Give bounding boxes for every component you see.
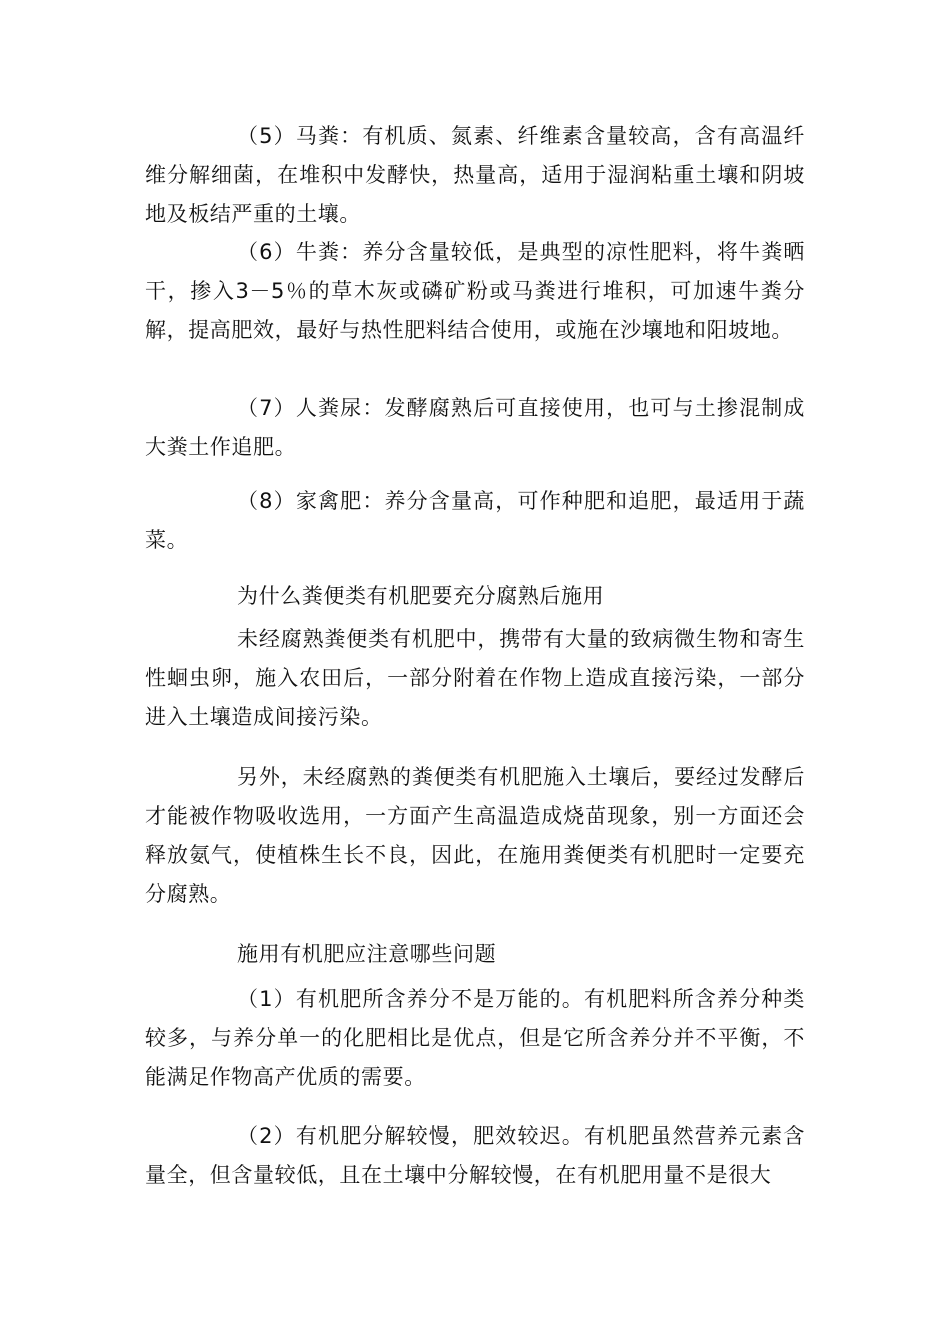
section-heading-precautions: 施用有机肥应注意哪些问题 — [237, 942, 497, 966]
section-heading-decomposition: 为什么粪便类有机肥要充分腐熟后施用 — [237, 584, 605, 608]
paragraph-undecomposed-risk: 未经腐熟粪便类有机肥中，携带有大量的致病微生物和寄生性蛔虫卵，施入农田后，一部分附着在作物上造成直接污染，一部分进入土壤造成间接污染。 — [145, 627, 805, 729]
paragraph-poultry-manure: （8）家禽肥：养分含量高，可作种肥和追肥，最适用于蔬菜。 — [145, 489, 805, 552]
paragraph-horse-manure: （5）马粪：有机质、氮素、纤维素含量较高，含有高温纤维分解细菌，在堆积中发酵快，热量高，适用于湿润粘重土壤和阴坡地及板结严重的土壤。 — [145, 124, 805, 226]
paragraph-human-manure: （7）人粪尿：发酵腐熟后可直接使用，也可与土掺混制成大粪土作追肥。 — [145, 396, 805, 459]
paragraph-additionally: 另外，未经腐熟的粪便类有机肥施入土壤后，要经过发酵后才能被作物吸收选用，一方面产生高温造成烧苗现象，别一方面还会释放氨气，使植株生长不良，因此，在施用粪便类有机肥时一定要充分腐熟。 — [145, 765, 805, 906]
paragraph-precaution-2: （2）有机肥分解较慢，肥效较迟。有机肥虽然营养元素含量全，但含量较低，且在土壤中分解较慢，在有机肥用量不是很大 — [145, 1124, 805, 1187]
paragraph-precaution-1: （1）有机肥所含养分不是万能的。有机肥料所含养分种类较多，与养分单一的化肥相比是优点，但是它所含养分并不平衡，不能满足作物高产优质的需要。 — [145, 987, 805, 1089]
paragraph-cow-manure: （6）牛粪：养分含量较低，是典型的凉性肥料，将牛粪晒干，掺入3－5％的草木灰或磷矿粉或马粪进行堆积，可加速牛粪分解，提高肥效，最好与热性肥料结合使用，或施在沙壤地和阳坡地。 — [145, 240, 805, 342]
